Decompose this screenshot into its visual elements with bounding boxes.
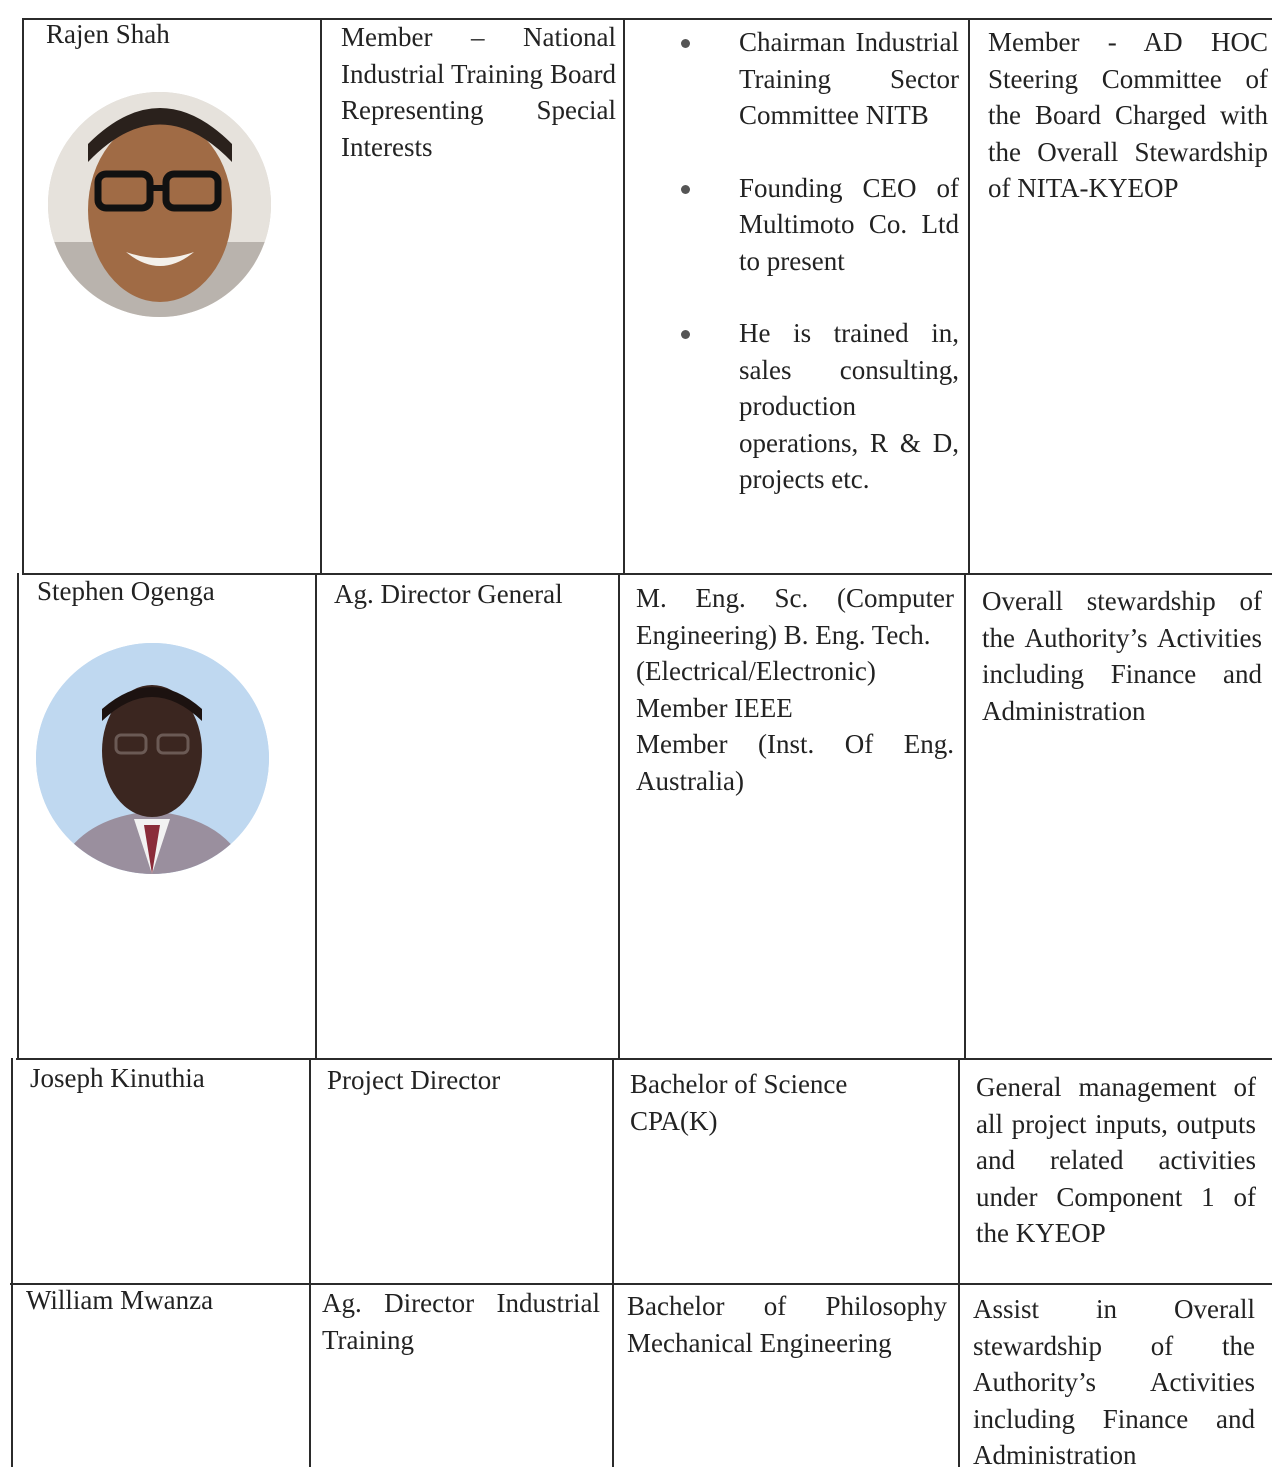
qualifications-cell [630, 1066, 948, 1139]
qualification-line: Member IEEE [636, 692, 793, 723]
responsibility-cell [973, 1291, 1255, 1474]
list-item: Chairman Industrial Training Sector Committee NITB [691, 24, 959, 134]
person-name: Stephen Ogenga [37, 576, 215, 606]
position-text: Ag. Director General [334, 579, 563, 609]
position-text: Member – National Industrial Training Board Representing Special Interests [341, 22, 616, 162]
table-left-border [22, 18, 24, 575]
qualification-line: (Electrical/Electronic) [636, 656, 876, 686]
table-left-border [11, 1058, 13, 1467]
name-cell [26, 1282, 296, 1319]
column-divider-3 [964, 573, 966, 1060]
list-item: Founding CEO of Multimoto Co. Ltd to present [691, 170, 959, 280]
responsibility-text: General management of all project inputs, outputs and related activities under Component 1 of the KYEOP [976, 1072, 1256, 1248]
list-item: He is trained in, sales consulting, production operations, R & D, projects etc. [691, 315, 959, 498]
position-cell [341, 19, 616, 165]
qualifications-cell [636, 580, 954, 799]
qualifications-list [691, 24, 959, 498]
qualification-line: CPA(K) [630, 1105, 718, 1136]
position-text: Project Director [327, 1065, 501, 1095]
column-divider-2 [612, 1058, 614, 1467]
column-divider-2 [623, 18, 625, 575]
position-cell [327, 1062, 602, 1099]
responsibility-cell [988, 24, 1268, 207]
responsibility-text: Overall stewardship of the Authority’s Activities including Finance and Administration [982, 586, 1262, 726]
column-divider-3 [958, 1058, 960, 1467]
name-cell [30, 1060, 300, 1097]
portrait-image [36, 643, 269, 874]
qualifications-cell [627, 1288, 947, 1361]
person-photo [36, 643, 269, 874]
person-name: William Mwanza [26, 1285, 214, 1315]
person-photo [48, 92, 271, 317]
qualification-line: Bachelor of Philosophy Mechanical Engineering [627, 1291, 947, 1358]
portrait-image [48, 92, 271, 317]
person-name: Rajen Shah [46, 19, 170, 49]
table-left-border [17, 573, 19, 1060]
responsibility-cell [976, 1069, 1256, 1252]
person-name: Joseph Kinuthia [30, 1063, 205, 1093]
position-text: Ag. Director Industrial Training [322, 1288, 600, 1355]
column-divider-3 [968, 18, 970, 575]
qualification-line: Member (Inst. Of Eng. Australia) [636, 729, 954, 796]
responsibility-text: Assist in Overall stewardship of the Authority’s Activities including Finance and Administration [973, 1294, 1255, 1470]
responsibility-text: Member - AD HOC Steering Committee of the Board Charged with the Overall Stewardship of NITA-KYEOP [988, 27, 1268, 203]
qualifications-cell [691, 24, 959, 498]
column-divider-1 [309, 1058, 311, 1467]
qualification-line: Bachelor of Science [630, 1069, 848, 1099]
responsibility-cell [982, 583, 1262, 729]
column-divider-2 [618, 573, 620, 1060]
position-cell [322, 1285, 600, 1358]
column-divider-1 [315, 573, 317, 1060]
qualification-line: M. Eng. Sc. (Computer Engineering) B. Eng. Tech. [636, 583, 954, 650]
column-divider-1 [320, 18, 322, 575]
name-cell [37, 573, 307, 610]
name-cell [46, 16, 306, 53]
position-cell [334, 576, 609, 613]
